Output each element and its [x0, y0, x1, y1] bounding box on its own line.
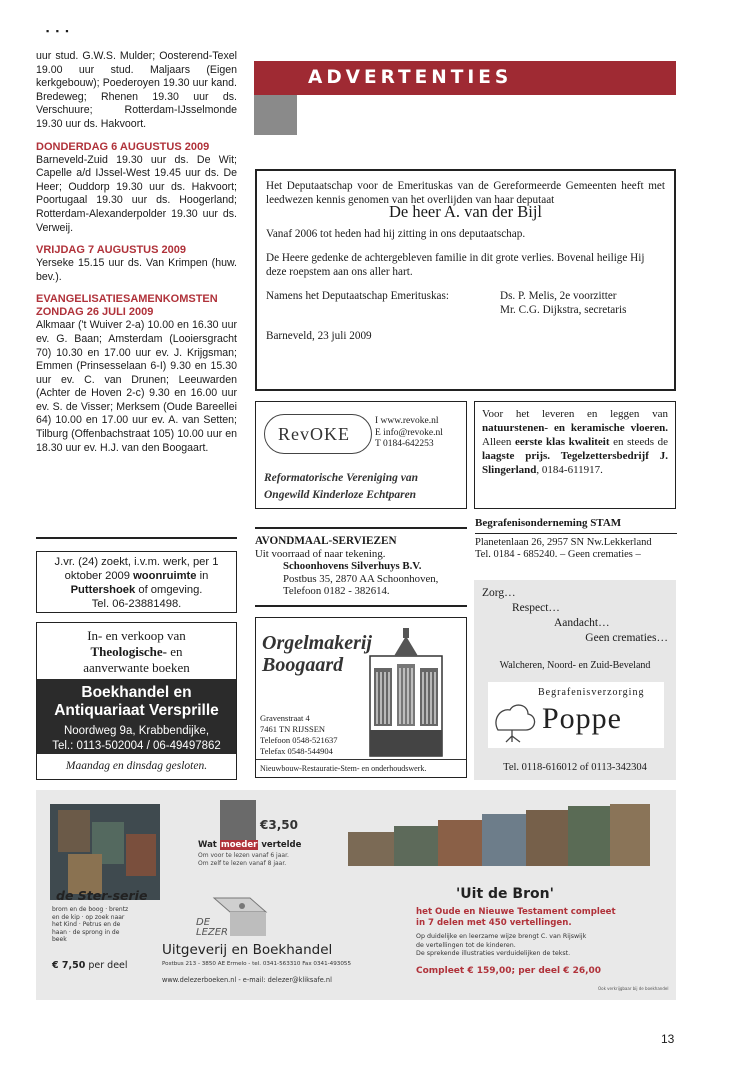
obituary-signatory: Ds. P. Melis, 2e voorzitter: [500, 290, 617, 302]
moeder-title-part: Wat: [198, 840, 220, 850]
revoke-logo: RevOKE: [278, 424, 350, 444]
boekhandel-text: In- en verkoop van: [87, 628, 186, 643]
illustration: [526, 810, 568, 866]
divider: [36, 537, 237, 539]
schedule-heading: EVANGELISATIESAMENKOMSTEN ZONDAG 26 JULI 2009: [36, 293, 218, 319]
poppe-name: Poppe: [542, 702, 622, 735]
tegel-text: laagste prijs. Tegelzettersbedrijf J. Slingerland: [482, 450, 668, 476]
servies-text: Uit voorraad of naar tekening.: [255, 547, 386, 560]
servies-company: Schoonhovens Silverhuys B.V.: [283, 560, 422, 573]
woonruimte-text: Puttershoek: [70, 584, 136, 596]
ster-series-price: [52, 960, 128, 971]
revoke-phone: T 0184-642253: [375, 439, 434, 449]
delezer-address: Postbus 213 - 3850 AE Ermelo - tel. 0341-563310 Fax 0341-493055: [162, 961, 352, 967]
illustration: [610, 804, 650, 866]
revoke-tagline-line: Reformatorische Vereniging van: [264, 472, 418, 484]
bron-collage: [346, 804, 650, 866]
tegel-text: Voor het leveren en leggen van: [482, 408, 668, 420]
bron-subtitle: [416, 907, 616, 929]
tegel-text: Alleen: [482, 436, 515, 448]
moeder-title: [198, 840, 301, 850]
orgel-name: [262, 632, 372, 676]
boekhandel-phone: Tel.: 0113-502004 / 06-49497862: [52, 740, 221, 752]
woonruimte-text: J.vr. (24) zoekt, i.v.m. werk, per 1 oktober 2009: [54, 556, 219, 582]
book-cover: [58, 810, 90, 852]
servies-ad: [255, 535, 467, 598]
woonruimte-ad: [36, 551, 237, 613]
schedule-heading: VRIJDAG 7 AUGUSTUS 2009: [36, 244, 186, 257]
boekhandel-name-line: Antiquariaat Versprille: [54, 702, 219, 719]
stam-address: Planetenlaan 26, 2957 SN Nw.Lekkerland: [475, 536, 652, 548]
divider: [256, 759, 466, 760]
boekhandel-dark-panel: [37, 679, 236, 754]
illustration: [438, 820, 482, 866]
servies-address: Postbus 35, 2870 AA Schoonhoven,: [283, 572, 439, 585]
bron-desc-line: De sprekende illustraties verduidelijken de tekst.: [416, 950, 571, 958]
orgel-contact: [260, 713, 338, 757]
revoke-email[interactable]: E info@revoke.nl: [375, 427, 443, 438]
boekhandel-intro: [37, 628, 236, 676]
schedule-body: Barneveld-Zuid 19.30 uur ds. De Wit; Capelle a/d IJssel-West 19.45 uur ds. De Heer; Ouddorp 19.30 uur ds. Hakvoort; Poortugaal 19.30 uur ds. Hoogerland; Rotterdam-Alexanderpolder 19.30 uur ds. Verweij.: [36, 153, 237, 234]
boekhandel-name: [37, 684, 236, 720]
delezer-web[interactable]: www.delezerboeken.nl - e-mail: delezer@kliksafe.nl: [162, 976, 332, 984]
book-collage: [50, 804, 160, 900]
stam-title: Begrafenisonderneming STAM: [475, 517, 622, 529]
obituary-intro: Het Deputaatschap voor de Emerituskas van de Gereformeerde Gemeenten heeft met leedwezen kennis genomen van het overlijden van haar deputaat: [266, 180, 665, 206]
schedule-body: Yerseke 15.15 uur ds. Van Krimpen (huw. bev.).: [36, 257, 237, 283]
boekhandel-text: Theologische-: [90, 644, 168, 659]
header-marks: ▪ ▪ ▪: [46, 26, 71, 36]
revoke-web[interactable]: I www.revoke.nl: [375, 416, 439, 426]
revoke-contact: [375, 416, 443, 451]
price: € 7,50: [52, 960, 86, 971]
bron-desc-line: de vertellingen tot de kinderen.: [416, 941, 516, 949]
orgel-services: Nieuwbouw-Restauratie-Stem- en onderhoudswerk.: [260, 764, 427, 773]
delezer-ad: [36, 790, 676, 1000]
servies-phone: Telefoon 0182 - 382614.: [283, 585, 390, 598]
bron-desc: [416, 933, 586, 959]
orgel-street: Gravenstraat 4: [260, 713, 310, 723]
woonruimte-phone: Tel. 06-23881498.: [91, 598, 182, 610]
schedule-heading: DONDERDAG 6 AUGUSTUS 2009: [36, 140, 210, 153]
obituary-text: De Heere gedenke de achtergebleven familie in dit grote verlies. Bovenal heilige Hij deze roepstem aan ons aller hart.: [266, 252, 645, 278]
church-schedule: [36, 50, 237, 455]
obituary-name: De heer A. van der Bijl: [388, 202, 543, 221]
fine-print: Ook verkrijgbaar bij de boekhandel: [598, 986, 669, 991]
poppe-sub: Begrafenisverzorging: [538, 687, 645, 698]
boekhandel-text: en: [167, 644, 183, 659]
delezer-publisher: Uitgeverij en Boekhandel: [162, 942, 333, 958]
bron-subtitle-line: het Oude en Nieuwe Testament compleet: [416, 907, 616, 917]
tegel-text: natuurstenen- en keramische vloeren.: [482, 422, 668, 434]
ster-series-title: de Ster-serie: [56, 888, 148, 903]
woonruimte-text: of omgeving.: [135, 584, 203, 596]
price-suffix: per deel: [85, 960, 128, 971]
illustration: [482, 814, 526, 866]
poppe-word: Respect…: [512, 602, 560, 614]
divider: [255, 605, 467, 607]
revoke-tagline-line: Ongewild Kinderloze Echtparen: [264, 489, 417, 501]
delezer-logo: DE LEZER: [196, 917, 229, 938]
revoke-ad: [255, 401, 467, 509]
tegel-text: eerste klas kwaliteit: [514, 436, 610, 448]
illustration: [394, 826, 438, 866]
boekhandel-contact: [37, 724, 236, 754]
boekhandel-hours: Maandag en dinsdag gesloten.: [65, 760, 208, 772]
bron-subtitle-line: in 7 delen met 450 vertellingen.: [416, 918, 572, 928]
illustration: [568, 806, 610, 866]
tegelzetter-ad: [474, 401, 676, 509]
ster-series-desc: brom en de boog · brentz en de kip · op zoek naar het Kind · Petrus en de haan · de sprong in de beek: [52, 906, 129, 944]
servies-title: AVONDMAAL-SERVIEZEN: [255, 535, 397, 547]
divider: [475, 533, 677, 534]
poppe-words: [482, 586, 672, 646]
obituary-text: Vanaf 2006 tot heden had hij zitting in ons deputaatschap.: [266, 228, 526, 240]
advertenties-banner: [254, 61, 676, 95]
boekhandel-address: Noordweg 9a, Krabbendijke,: [63, 725, 210, 737]
book-cover: [220, 800, 256, 840]
bron-price: Compleet € 159,00; per deel € 26,00: [416, 966, 602, 976]
boekhandel-name-line: Boekhandel en: [81, 684, 192, 701]
revoke-tagline: [264, 470, 418, 504]
poppe-ad: [474, 580, 676, 780]
poppe-region: Walcheren, Noord- en Zuid-Beveland: [499, 660, 651, 671]
orgel-name-line: Boogaard: [262, 654, 344, 676]
orgel-city: 7461 TN RIJSSEN: [260, 724, 326, 734]
banner-title: ADVERTENTIES: [308, 67, 513, 88]
poppe-word: Zorg…: [482, 587, 516, 599]
moeder-desc: [198, 852, 289, 868]
bron-title: 'Uit de Bron': [456, 886, 554, 902]
obituary-notice: [255, 169, 676, 391]
schedule-body: Alkmaar ('t Wuiver 2-a) 10.00 en 16.30 uur ev. G. Baan; Amsterdam (Looiersgracht 70) 10.30 en 17.00 uur ev. J. Krijgsman; Emmen (Prinsesselaan 6-I) 9.30 en 15.30 uur ev. C. van Drunen; Leeuwarden (Achter de Hoven 2-c) 9.30 en 16.00 uur ev. S. de Visser; Merksem (Oude Bareellei 64) 10.00 en 17.00 uur ev. A. van Setten; Tilburg (Offenbachstraat 105) 10.00 uur en 18.30 uur ev. H.J. van den Boogaart.: [36, 319, 237, 454]
moeder-title-part: moeder: [220, 840, 258, 850]
moeder-desc-line: Om voor te lezen vanaf 6 jaar.: [198, 852, 289, 859]
poppe-logo-panel: [488, 682, 664, 748]
moeder-desc-line: Om zelf te lezen vanaf 8 jaar.: [198, 860, 287, 867]
stam-ad: [475, 517, 677, 562]
tegel-text: , 0184-611917.: [536, 464, 603, 476]
tree-icon: [492, 700, 538, 744]
boekhandel-ad: [36, 622, 237, 780]
orgel-fax: Telefax 0548-544904: [260, 746, 333, 756]
illustration: [348, 832, 394, 866]
bron-desc-line: Op duidelijke en leerzame wijze brengt C. van Rijswijk: [416, 933, 587, 940]
boekhandel-text: aanverwante boeken: [83, 660, 190, 675]
woonruimte-text: in: [196, 570, 209, 582]
organ-icon: [366, 626, 446, 758]
orgel-name-line: Orgelmakerij: [262, 632, 372, 654]
banner-gray-block: [254, 95, 297, 135]
orgelmakerij-ad: [255, 617, 467, 778]
tegel-text: en steeds de: [609, 436, 668, 448]
divider: [255, 527, 467, 529]
obituary-sign-label: Namens het Deputaatschap Emerituskas:: [266, 290, 449, 302]
schedule-intro: uur stud. G.W.S. Mulder; Oosterend-Texel 19.00 uur stud. Maljaars (Eigen kerkgebouw); Poederoyen 19.30 uur kand. Bredeweg; Rhenen 19.30 uur ds. Verschuure; Rotterdam-IJsselmonde 19.30 uur ds. Hakvoort.: [36, 50, 237, 130]
poppe-word: Aandacht…: [554, 617, 610, 629]
obituary-date: Barneveld, 23 juli 2009: [266, 330, 372, 342]
moeder-title-part: vertelde: [258, 840, 302, 850]
orgel-phone: Telefoon 0548-521637: [260, 735, 338, 745]
book-cover: [126, 834, 156, 876]
poppe-phone: Tel. 0118-616012 of 0113-342304: [503, 762, 647, 773]
page-number: 13: [661, 1032, 675, 1046]
stam-phone: Tel. 0184 - 685240. – Geen crematies –: [475, 549, 641, 561]
woonruimte-text: woonruimte: [133, 570, 197, 582]
obituary-signatory: Mr. C.G. Dijkstra, secretaris: [500, 304, 627, 316]
poppe-word: Geen crematies…: [585, 632, 668, 644]
moeder-price: €3,50: [260, 818, 298, 832]
